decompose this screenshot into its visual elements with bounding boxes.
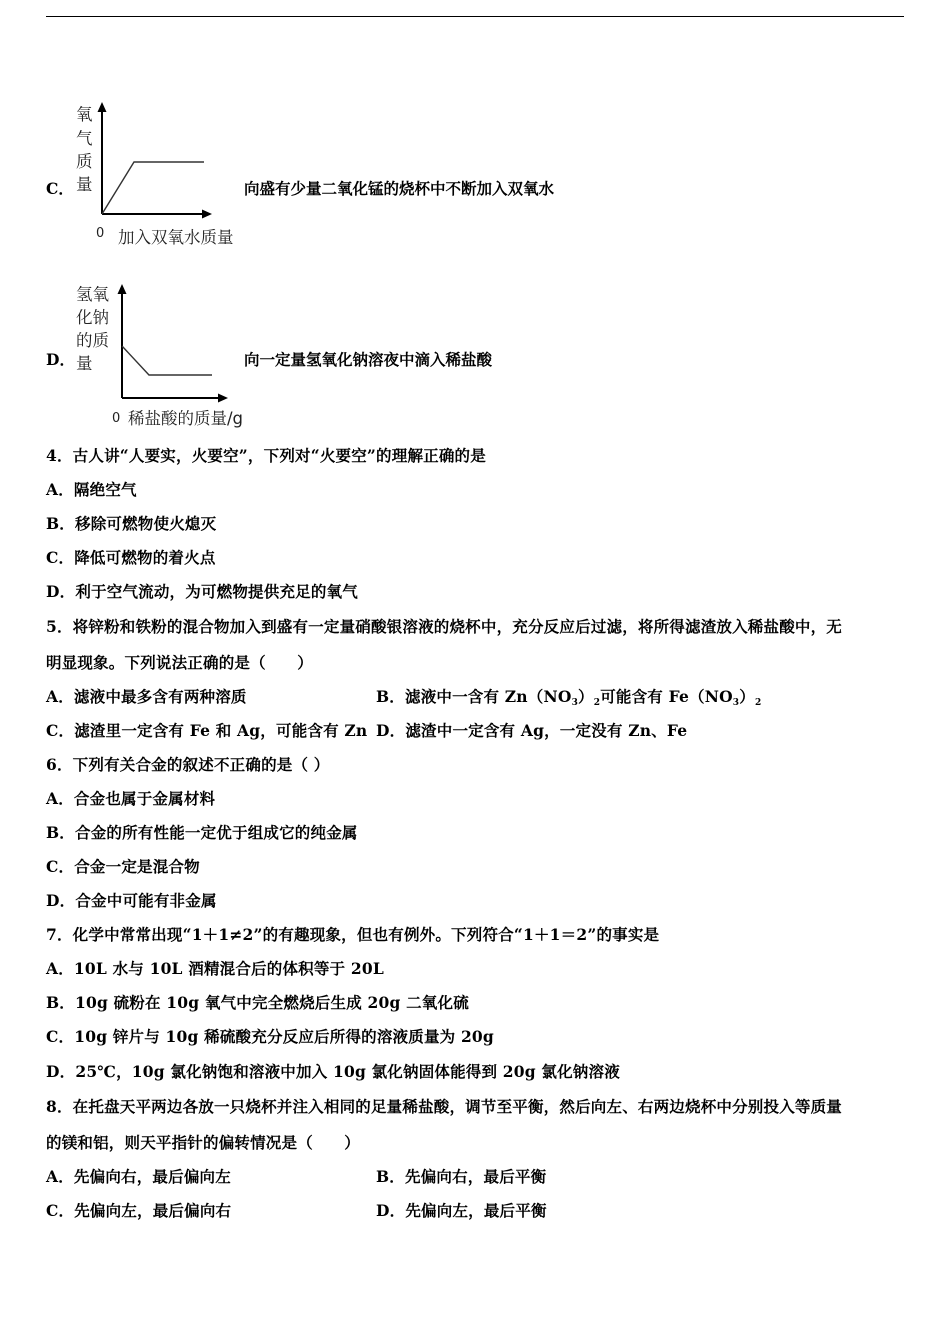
question-6-stem: 6．下列有关合金的叙述不正确的是（ ） bbox=[46, 755, 330, 774]
graph-c-ylabel-1: 氧 bbox=[76, 105, 93, 124]
question-4-option-a: A．隔绝空气 bbox=[46, 480, 137, 499]
question-4-option-d: D．利于空气流动，为可燃物提供充足的氧气 bbox=[46, 582, 358, 601]
graph-d-ylabel-1: 氢氧 bbox=[76, 285, 109, 304]
naoh-mass-graph bbox=[70, 280, 260, 432]
graph-c-origin: 0 bbox=[96, 226, 105, 241]
question-7-stem: 7．化学中常常出现“1＋1≠2”的有趣现象，但也有例外。下列符合“1＋1＝2”的事实是 bbox=[46, 925, 660, 944]
question-8-option-c: C．先偏向左，最后偏向右 bbox=[46, 1201, 232, 1220]
graph-c-ylabel-2: 气 bbox=[76, 129, 93, 148]
graph-c-y-arrow bbox=[98, 102, 107, 112]
graph-d-ylabel-2: 化钠 bbox=[76, 308, 109, 327]
question-5-stem-line-2: 明显现象。下列说法正确的是（ ） bbox=[46, 653, 313, 672]
option-d-description: 向一定量氢氧化钠溶夜中滴入稀盐酸 bbox=[244, 350, 493, 369]
option-c-description: 向盛有少量二氧化锰的烧杯中不断加入双氧水 bbox=[244, 179, 555, 198]
graph-d-y-arrow bbox=[118, 284, 127, 294]
question-5-stem-line-1: 5．将锌粉和铁粉的混合物加入到盛有一定量硝酸银溶液的烧杯中，充分反应后过滤，将所得滤渣放入稀盐酸中，无 bbox=[46, 617, 842, 636]
question-8-option-a: A．先偏向右，最后偏向左 bbox=[46, 1167, 231, 1186]
graph-d-ylabel-3: 的质 bbox=[76, 331, 109, 350]
question-5-option-b: B．滤液中一含有 $Zn(NO_3)_2$可能含有 $Fe(NO_3)_2$ bbox=[376, 687, 762, 708]
graph-c-xlabel: 加入双氧水质量 bbox=[118, 228, 234, 247]
question-8-stem-line-1: 8．在托盘天平两边各放一只烧杯并注入相同的足量稀盐酸，调节至平衡，然后向左、右两边烧杯中分别投入等质量 bbox=[46, 1097, 842, 1116]
question-4-option-c: C．降低可燃物的着火点 bbox=[46, 548, 216, 567]
question-5-option-c: C．滤渣里一定含有 Fe 和 Ag，可能含有 Zn bbox=[46, 721, 368, 740]
graph-c-ylabel-3: 质 bbox=[76, 152, 93, 171]
question-6-option-d: D．合金中可能有非金属 bbox=[46, 891, 217, 910]
graph-c-curve bbox=[102, 162, 204, 214]
question-7-option-d: D．25℃，10g 氯化钠饱和溶液中加入 10g 氯化钠固体能得到 20g 氯化钠溶液 bbox=[46, 1062, 620, 1081]
graph-d-x-arrow bbox=[218, 394, 228, 403]
question-8-option-d: D．先偏向左，最后平衡 bbox=[376, 1201, 547, 1220]
graph-d-origin: 0 bbox=[112, 411, 121, 426]
option-c-letter: C． bbox=[46, 179, 74, 198]
question-5-option-d: D．滤渣中一定含有 Ag，一定没有 Zn、Fe bbox=[376, 721, 688, 740]
question-6-option-b: B．合金的所有性能一定优于组成它的纯金属 bbox=[46, 823, 358, 842]
graph-d-xlabel: 稀盐酸的质量/g bbox=[128, 409, 244, 428]
question-7-option-c: C．10g 锌片与 10g 稀硫酸充分反应后所得的溶液质量为 20g bbox=[46, 1027, 494, 1046]
question-6-option-a: A．合金也属于金属材料 bbox=[46, 789, 216, 808]
question-5-option-a: A．滤液中最多含有两种溶质 bbox=[46, 687, 247, 706]
question-4-option-b: B．移除可燃物使火熄灭 bbox=[46, 514, 217, 533]
question-4-stem: 4．古人讲“人要实，火要空”，下列对“火要空”的理解正确的是 bbox=[46, 446, 486, 465]
graph-d-curve bbox=[122, 346, 212, 375]
graph-c-x-arrow bbox=[202, 210, 212, 219]
oxygen-mass-graph bbox=[70, 100, 260, 252]
question-7-option-b: B．10g 硫粉在 10g 氧气中完全燃烧后生成 20g 二氧化硫 bbox=[46, 993, 469, 1012]
header-rule bbox=[46, 16, 904, 17]
question-6-option-c: C．合金一定是混合物 bbox=[46, 857, 200, 876]
question-8-option-b: B．先偏向右，最后平衡 bbox=[376, 1167, 547, 1186]
question-7-option-a: A．10L 水与 10L 酒精混合后的体积等于 20L bbox=[46, 959, 384, 978]
option-d-letter: D． bbox=[46, 350, 75, 369]
graph-d-ylabel-4: 量 bbox=[76, 354, 93, 373]
question-8-stem-line-2: 的镁和铝，则天平指针的偏转情况是（ ） bbox=[46, 1133, 361, 1152]
graph-c-ylabel-4: 量 bbox=[76, 175, 93, 194]
